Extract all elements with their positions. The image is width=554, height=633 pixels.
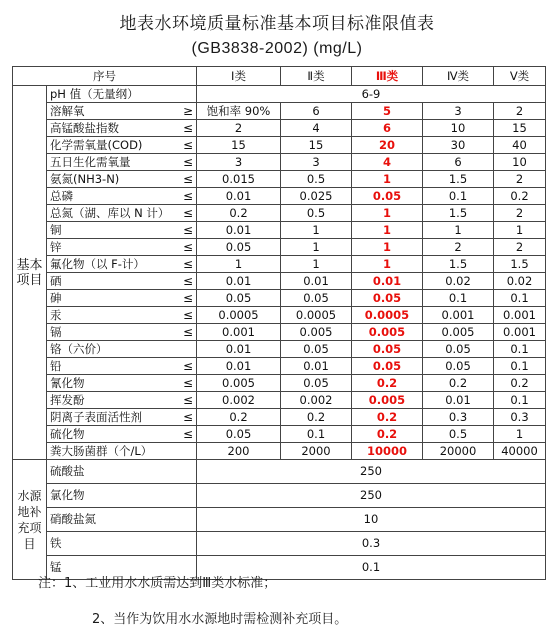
class-2-value: 0.002 [281,392,352,409]
class-5-value: 0.001 [494,324,546,341]
table-row [13,290,546,307]
class-1-value: 1 [197,256,281,273]
class-4-value: 0.01 [423,392,494,409]
class-4-value: 0.005 [423,324,494,341]
class-2-value: 0.025 [281,188,352,205]
table-row [13,103,546,120]
comparison-symbol: ≤ [181,307,197,324]
class-3-value: 1 [352,171,423,188]
comparison-symbol: ≤ [181,154,197,171]
comparison-symbol: ≤ [181,222,197,239]
header-class-3: Ⅲ类 [352,67,423,86]
parameter-value-all-classes: 6-9 [197,86,546,103]
class-1-value: 0.05 [197,239,281,256]
note-2: 2、当作为饮用水水源地时需检测补充项目。 [92,612,348,627]
header-class-2: Ⅱ类 [281,67,352,86]
header-class-5: Ⅴ类 [494,67,546,86]
table-row [13,341,546,358]
class-5-value: 0.2 [494,375,546,392]
table-row [13,205,546,222]
table-row [13,307,546,324]
class-2-value: 0.01 [281,273,352,290]
table-row [13,426,546,443]
class-3-value: 4 [352,154,423,171]
comparison-symbol: ≤ [181,273,197,290]
class-4-value: 10 [423,120,494,137]
comparison-symbol: ≤ [181,239,197,256]
comparison-symbol: ≤ [181,137,197,154]
class-2-value: 0.1 [281,426,352,443]
table-row [13,120,546,137]
class-2-value: 15 [281,137,352,154]
supplement-value: 0.1 [197,556,546,580]
supplement-row [13,508,546,532]
class-1-value: 200 [197,443,281,460]
class-1-value: 0.001 [197,324,281,341]
class-5-value: 2 [494,171,546,188]
basic-group-label: 基本项目 [13,86,47,460]
parameter-name: pH 值（无量纲） [47,86,197,103]
comparison-symbol: ≤ [181,120,197,137]
table-row [13,443,546,460]
parameter-name: 砷 [47,290,181,307]
class-3-value: 0.2 [352,426,423,443]
class-1-value: 0.01 [197,341,281,358]
class-3-value: 20 [352,137,423,154]
class-2-value: 3 [281,154,352,171]
table-row [13,239,546,256]
parameter-name: 镉 [47,324,181,341]
class-4-value: 0.001 [423,307,494,324]
comparison-symbol [181,341,197,358]
class-5-value: 0.1 [494,392,546,409]
class-4-value: 20000 [423,443,494,460]
header-class-1: Ⅰ类 [197,67,281,86]
class-3-value: 0.2 [352,409,423,426]
comparison-symbol: ≤ [181,426,197,443]
parameter-name: 氰化物 [47,375,181,392]
table-row [13,188,546,205]
header-class-4: Ⅳ类 [423,67,494,86]
table-row [13,137,546,154]
supplement-name: 氯化物 [47,484,197,508]
class-4-value: 1.5 [423,171,494,188]
parameter-name: 总磷 [47,188,181,205]
class-4-value: 3 [423,103,494,120]
class-3-value: 0.2 [352,375,423,392]
class-1-value: 0.05 [197,426,281,443]
supplement-value: 250 [197,460,546,484]
comparison-symbol: ≤ [181,358,197,375]
class-5-value: 2 [494,103,546,120]
table-row [13,222,546,239]
note-1: 注：1、工业用水水质需达到Ⅲ类水标准； [38,576,277,591]
class-1-value: 0.01 [197,273,281,290]
class-5-value: 0.2 [494,188,546,205]
table-row [13,409,546,426]
class-3-value: 0.05 [352,358,423,375]
class-3-value: 5 [352,103,423,120]
class-4-value: 0.1 [423,290,494,307]
supplement-group-label: 水源地补充项目 [13,460,47,580]
supplement-name: 硫酸盐 [47,460,197,484]
class-4-value: 0.05 [423,358,494,375]
table-row [13,256,546,273]
table-row [13,324,546,341]
class-2-value: 0.05 [281,341,352,358]
table-row [13,375,546,392]
class-4-value: 0.3 [423,409,494,426]
supplement-value: 250 [197,484,546,508]
class-1-value: 0.01 [197,222,281,239]
class-3-value: 1 [352,256,423,273]
table-row [13,392,546,409]
class-3-value: 10000 [352,443,423,460]
class-1-value: 0.015 [197,171,281,188]
class-1-value: 饱和率 90% [197,103,281,120]
class-3-value: 0.05 [352,290,423,307]
class-2-value: 2000 [281,443,352,460]
supplement-row [13,460,546,484]
class-2-value: 0.005 [281,324,352,341]
table-row [13,358,546,375]
class-5-value: 0.1 [494,358,546,375]
class-1-value: 0.01 [197,358,281,375]
table-row [13,273,546,290]
class-2-value: 0.01 [281,358,352,375]
comparison-symbol: ≤ [181,409,197,426]
class-1-value: 0.005 [197,375,281,392]
supplement-name: 锰 [47,556,197,580]
class-5-value: 10 [494,154,546,171]
class-5-value: 0.1 [494,341,546,358]
class-4-value: 2 [423,239,494,256]
table-row [13,154,546,171]
comparison-symbol: ≤ [181,256,197,273]
standards-table [12,66,546,580]
class-1-value: 15 [197,137,281,154]
parameter-name: 铬（六价） [47,341,181,358]
class-3-value: 1 [352,222,423,239]
header-seq: 序号 [13,67,197,86]
class-5-value: 15 [494,120,546,137]
class-4-value: 0.5 [423,426,494,443]
class-2-value: 0.5 [281,205,352,222]
class-4-value: 30 [423,137,494,154]
supplement-name: 铁 [47,532,197,556]
class-4-value: 0.02 [423,273,494,290]
class-5-value: 1 [494,222,546,239]
parameter-name: 粪大肠菌群（个/L） [47,443,181,460]
class-2-value: 1 [281,256,352,273]
class-4-value: 1.5 [423,256,494,273]
comparison-symbol: ≤ [181,188,197,205]
class-4-value: 6 [423,154,494,171]
class-1-value: 0.01 [197,188,281,205]
class-5-value: 40000 [494,443,546,460]
class-3-value: 1 [352,239,423,256]
comparison-symbol [181,443,197,460]
class-2-value: 1 [281,239,352,256]
class-3-value: 0.0005 [352,307,423,324]
class-3-value: 0.005 [352,392,423,409]
supplement-row [13,532,546,556]
comparison-symbol: ≤ [181,171,197,188]
comparison-symbol: ≤ [181,392,197,409]
class-3-value: 0.01 [352,273,423,290]
supplement-row [13,484,546,508]
class-3-value: 1 [352,205,423,222]
class-5-value: 0.02 [494,273,546,290]
parameter-name: 化学需氧量(COD) [47,137,181,154]
class-5-value: 0.1 [494,290,546,307]
parameter-name: 五日生化需氧量 [47,154,181,171]
class-3-value: 0.005 [352,324,423,341]
class-2-value: 6 [281,103,352,120]
class-4-value: 1.5 [423,205,494,222]
class-1-value: 2 [197,120,281,137]
class-5-value: 2 [494,205,546,222]
class-1-value: 3 [197,154,281,171]
class-1-value: 0.05 [197,290,281,307]
class-1-value: 0.2 [197,409,281,426]
class-2-value: 0.05 [281,375,352,392]
header-row [13,67,546,86]
class-5-value: 40 [494,137,546,154]
class-5-value: 0.001 [494,307,546,324]
class-2-value: 0.0005 [281,307,352,324]
comparison-symbol: ≥ [181,103,197,120]
page-title: 地表水环境质量标准基本项目标准限值表 [119,14,435,34]
comparison-symbol: ≤ [181,324,197,341]
class-4-value: 0.2 [423,375,494,392]
class-2-value: 0.05 [281,290,352,307]
parameter-name: 阴离子表面活性剂 [47,409,181,426]
parameter-name: 硒 [47,273,181,290]
class-3-value: 0.05 [352,188,423,205]
class-4-value: 0.05 [423,341,494,358]
class-4-value: 0.1 [423,188,494,205]
class-3-value: 0.05 [352,341,423,358]
supplement-value: 0.3 [197,532,546,556]
parameter-name: 氟化物（以 F-计） [47,256,181,273]
comparison-symbol: ≤ [181,290,197,307]
class-5-value: 0.3 [494,409,546,426]
comparison-symbol: ≤ [181,375,197,392]
class-2-value: 1 [281,222,352,239]
supplement-value: 10 [197,508,546,532]
class-5-value: 2 [494,239,546,256]
class-1-value: 0.2 [197,205,281,222]
page-subtitle: (GB3838-2002) (mg/L) [191,40,363,57]
class-2-value: 4 [281,120,352,137]
parameter-name: 高锰酸盐指数 [47,120,181,137]
comparison-symbol: ≤ [181,205,197,222]
table-row [13,171,546,188]
parameter-name: 铜 [47,222,181,239]
parameter-name: 氨氮(NH3-N) [47,171,181,188]
class-4-value: 1 [423,222,494,239]
class-2-value: 0.2 [281,409,352,426]
class-1-value: 0.002 [197,392,281,409]
parameter-name: 溶解氧 [47,103,181,120]
class-2-value: 0.5 [281,171,352,188]
parameter-name: 锌 [47,239,181,256]
class-1-value: 0.0005 [197,307,281,324]
table-row [13,86,546,103]
parameter-name: 挥发酚 [47,392,181,409]
supplement-name: 硝酸盐氮 [47,508,197,532]
parameter-name: 汞 [47,307,181,324]
class-5-value: 1.5 [494,256,546,273]
class-5-value: 1 [494,426,546,443]
parameter-name: 总氮（湖、库以 N 计） [47,205,181,222]
class-3-value: 6 [352,120,423,137]
parameter-name: 硫化物 [47,426,181,443]
parameter-name: 铅 [47,358,181,375]
